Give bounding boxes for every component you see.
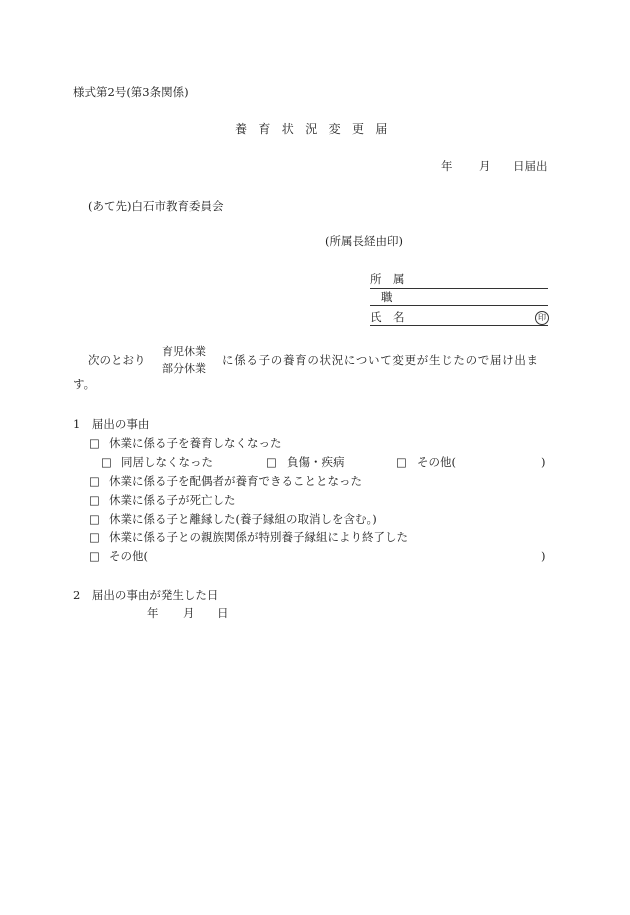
occurrence-year-label: 年 [147,606,159,620]
form-label: 様式第2号(第3条関係) [73,85,189,99]
approval-via: (所属長経由印) [325,234,403,248]
other-close-paren: ) [541,549,546,563]
addressee: (あて先)白石市教育委員会 [88,199,224,213]
section2-heading: 2 届出の事由が発生した日 [73,588,219,602]
sub-reason-3: その他( [417,455,456,469]
position-line[interactable] [370,305,548,306]
sub-reason-2: 負傷・疾病 [287,455,345,469]
name-line[interactable] [370,325,548,326]
reason-item-4: 休業に係る子と離縁した(養子縁組の取消しを含む。) [109,512,377,526]
reason-item-1: 休業に係る子を養育しなくなった [109,436,282,450]
statement-lead: 次のとおり [88,353,146,367]
date-year-label: 年 [441,159,453,173]
section1-heading: 1 届出の事由 [73,417,150,431]
sub-close-paren: ) [541,455,546,469]
checkbox-4[interactable]: □ [89,512,100,526]
occurrence-month-label: 月 [183,606,195,620]
checkbox-6[interactable]: □ [89,549,100,563]
seal-mark: 印 [535,311,549,325]
page-title: 養育状況変更届 [235,122,399,136]
checkbox-3[interactable]: □ [89,493,100,507]
checkbox-2[interactable]: □ [89,474,100,488]
checkbox-5[interactable]: □ [89,530,100,544]
position-label: 職 [381,290,393,304]
statement-rest: に係る子の養育の状況について変更が生じたので届け出ま [222,353,539,367]
statement-wrap: す。 [73,377,96,391]
name-label: 氏 名 [370,310,405,324]
reason-item-5: 休業に係る子との親族関係が特別養子縁組により終了した [109,530,408,544]
affiliation-label: 所 属 [370,272,405,286]
sub-checkbox-2[interactable]: □ [266,455,277,469]
checkbox-1[interactable]: □ [89,436,100,450]
reason-item-3: 休業に係る子が死亡した [109,493,236,507]
sub-checkbox-1[interactable]: □ [101,455,112,469]
reason-item-2: 休業に係る子を配偶者が養育できることとなった [109,474,362,488]
occurrence-day-label: 日 [217,606,229,620]
date-day-label: 日届出 [513,159,548,173]
sub-checkbox-3[interactable]: □ [396,455,407,469]
reason-item-6: その他( [109,549,148,563]
date-month-label: 月 [479,159,491,173]
affiliation-line[interactable] [370,288,548,289]
leave-type-childcare: 育児休業 [162,345,206,358]
sub-reason-1: 同居しなくなった [121,455,213,469]
leave-type-partial: 部分休業 [162,362,206,375]
